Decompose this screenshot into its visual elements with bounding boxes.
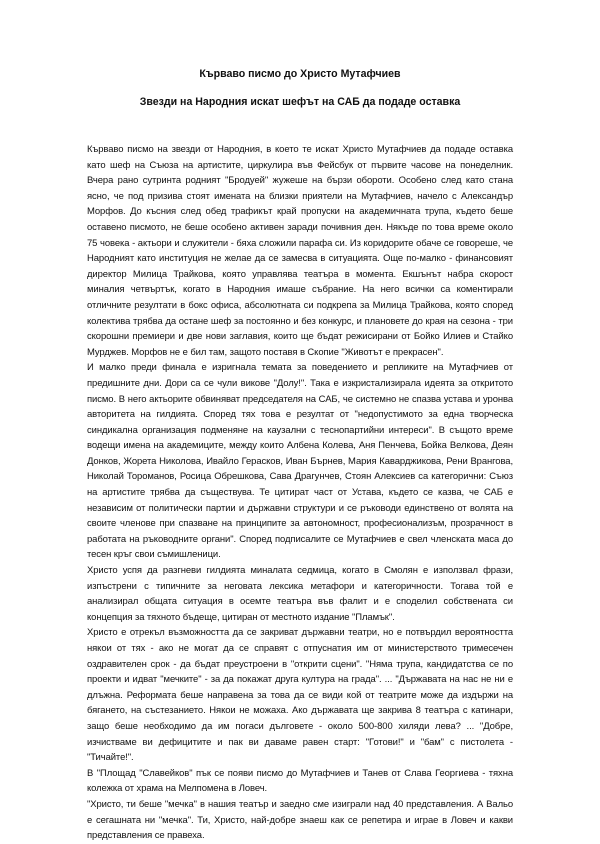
paragraph: "Христо, ти беше "мечка" в нашия театър и заедно сме изиграли над 40 представления. А Вальо е сегашната ни "мечка". Ти, Христо, най-добре знаеш как се репетира и играе в Ловеч и какви представления се правеха. xyxy=(87,798,513,842)
paragraph: В "Площад "Славейков" пък се появи писмо до Мутафчиев и Танев от Слава Георгиева - тяхна колежка от храма на Мелпомена в Ловеч. xyxy=(87,767,513,795)
paragraph: Христо е отрекъл възможността да се закриват държавни театри, но е потвърдил вероятността някои от тях - ако не могат да се справят с отпуснатия им от министерството тримесечен оздравителен срок - да бъдат преустроени в "открити сцени". "Няма трупа, кандидатства се по проекти и идват "мечките" - за да покажат друга култура на града". ... "Държавата на нас не ни е длъжна. Реформата беше направена за това да се види кой от театрите може да издържи на бягането, на състезанието. Някои не можаха. Ако държавата ще закрива 8 театъра с катинари, защо беше необходимо да им погаси дълговете - около 500-800 хиляди лева? ... "Добре, изчистваме ви дефицитите и пак ви даваме равен старт: "Готови!" и "бам" с пистолета - "Тичайте!". xyxy=(87,627,513,764)
page-subtitle: Звезди на Народния искат шефът на САБ да подаде оставка xyxy=(139,96,461,108)
paragraph: Кърваво писмо на звезди от Народния, в което те искат Христо Мутафчиев да подаде оставка като шеф на Съюза на артистите, циркулира във Фейсбук от първите часове на понеделник. Вчера рано сутринта родният "Бродуей" жужеше на бързи обороти. Особено след като стана ясно, че под призива стоят имената на близки приятели на Мутафчиев, начело с Александър Морфов. До късния след обед трафикът край пропуски на академичната трупа, където беше оставено писмото, не беше особено активен заради почивния ден. Някъде по това време около 75 човека - актьори и служители - бяха сложили парафа си. Из коридорите обаче се говореше, че Народният като институция не желае да се замесва в ситуацията. Още по-малко - финансовият директор Милица Трайкова, която управлява театъра в момента. Екшънът набра скорост миналия четвъртък, когато в Народния имаше събрание. На него всички са коментирали отличните резултати в бокс офиса, абсолютната си подкрепа за Милица Трайкова, която според колектива трябва да остане шеф за постоянно и без конкурс, и плановете до края на сезона - три скорошни премиери и две нови заглавия, които ще бъдат режисирани от Бойко Илиев и Стайко Мурджев. Морфов не е бил там, защото поставя в Скопие "Животът е прекрасен". xyxy=(87,144,513,358)
paragraph: Христо успя да разгневи гилдията миналата седмица, когато в Смолян е използвал фрази, изпъстрени с типичните за неговата лексика метафори и категоричности. Тогава той е анализирал общата ситуация в осемте театъра във фалит и е споделил собствената си концепция за тяхното бъдеще, цитиран от местното издание "Пламък". xyxy=(87,565,513,623)
article-body xyxy=(87,142,513,844)
paragraph: И малко преди финала е изригнала темата за поведението и репликите на Мутафчиев от предишните дни. Дори са се чули викове "Долу!". Така е изкристализирала идеята за откритото писмо. В него актьорите обвиняват председателя на САБ, че системно не спазва устава и уронва авторитета на гилдията. Според тях това е резултат от "недопустимото за една творческа синдикална организация подменяне на каузални с теснопартийни интереси". В същото време водещи имена на академиците, между които Албена Колева, Аня Пенчева, Бойка Велкова, Деян Донков, Жорета Николова, Ивайло Герасков, Иван Бърнев, Мария Каварджикова, Рени Врангова, Николай Тороманов, Росица Обрешкова, Сава Драгунчев, Стоян Алексиев са категорични: Съюз на артистите трябва да съществува. Те цитират част от Устава, където се казва, че САБ е независим от политически партии и държавни структури и се ръководи единствено от волята на своите членове при спазване на принципите за автономност, професионализъм, прозрачност в работата на ръководните органи". Според подписалите се Мутафчиев е свел членската маса до тесен кръг свои съмишленици. xyxy=(87,362,513,561)
page-title: Кърваво писмо до Христо Мутафчиев xyxy=(199,68,401,80)
